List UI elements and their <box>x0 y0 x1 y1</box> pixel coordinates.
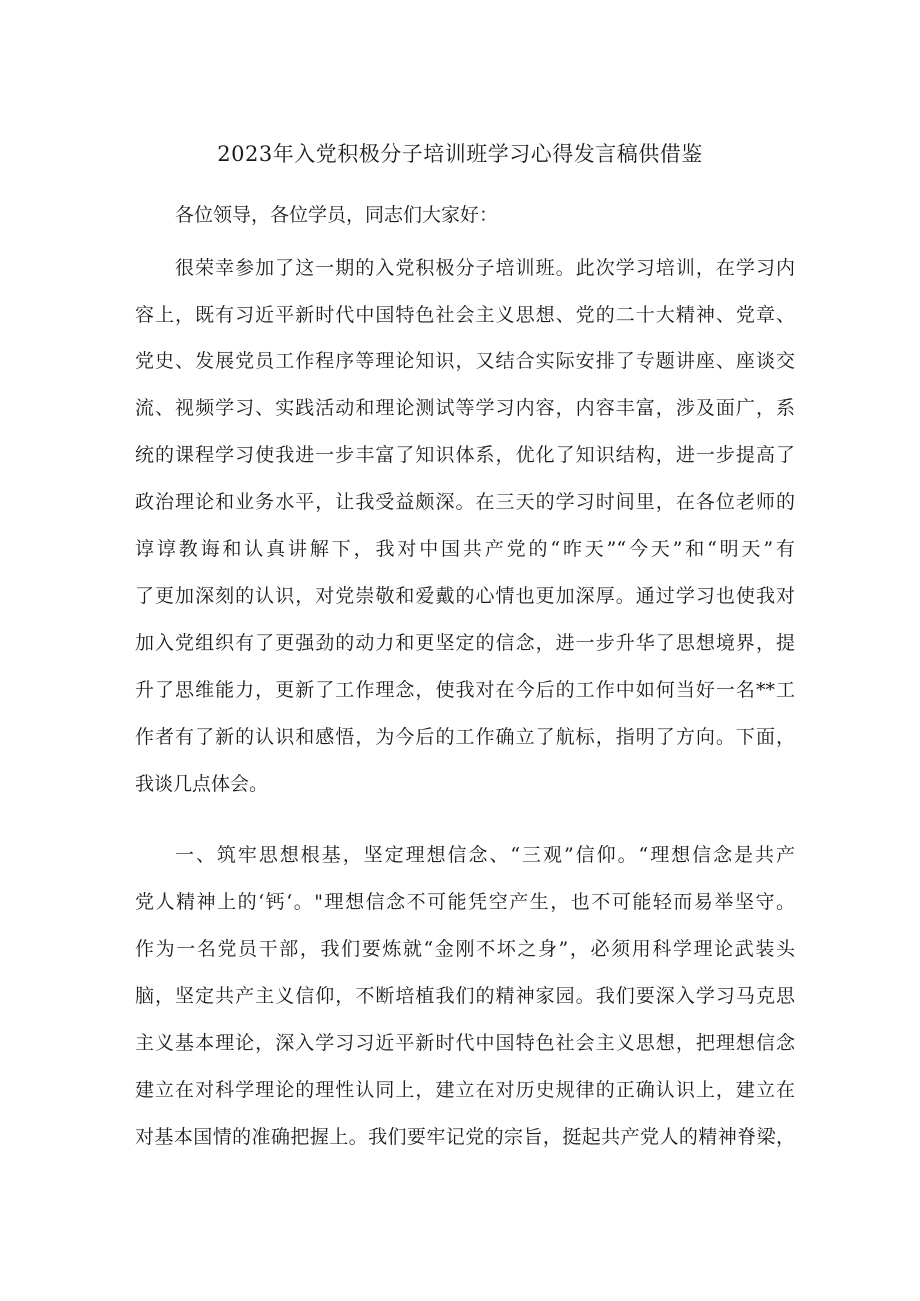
paragraph-line: 建立在对科学理论的理性认同上，建立在对历史规律的正确认识上，建立在 <box>135 1079 795 1101</box>
paragraph-line: 脑，坚定共产主义信仰，不断培植我们的精神家园。我们要深入学习马克思 <box>135 985 795 1007</box>
paragraph-line: 党史、发展党员工作程序等理论知识，又结合实际安排了专题讲座、座谈交 <box>135 350 795 372</box>
paragraph-line: 主义基本理论，深入学习习近平新时代中国特色社会主义思想，把理想信念 <box>135 1032 795 1054</box>
greeting-line: 各位领导，各位学员，同志们大家好： <box>175 204 499 226</box>
paragraph-line: 对基本国情的准确把握上。我们要牢记党的宗旨，挺起共产党人的精神脊梁， <box>135 1126 795 1148</box>
paragraph-line: 统的课程学习使我进一步丰富了知识体系，优化了知识结构，进一步提高了 <box>135 444 795 466</box>
paragraph-line: 作为一名党员干部，我们要炼就“金刚不坏之身”，必须用科学理论武装头 <box>135 938 795 960</box>
paragraph-line: 了更加深刻的认识，对党崇敬和爱戴的心情也更加深厚。通过学习也使我对 <box>135 585 795 607</box>
paragraph-line: 我谈几点体会。 <box>135 773 269 795</box>
paragraph-line: 谆谆教诲和认真讲解下，我对中国共产党的“昨天”“今天”和“明天”有 <box>135 538 795 560</box>
paragraph-line: 很荣幸参加了这一期的入党积极分子培训班。此次学习培训，在学习内 <box>175 257 795 279</box>
paragraph-line: 容上，既有习近平新时代中国特色社会主义思想、党的二十大精神、党章、 <box>135 304 795 326</box>
paragraph-line: 政治理论和业务水平，让我受益颇深。在三天的学习时间里，在各位老师的 <box>135 491 795 513</box>
paragraph-line: 作者有了新的认识和感悟，为今后的工作确立了航标，指明了方向。下面， <box>135 726 795 748</box>
paragraph-line: 党人精神上的‘钙‘。"理想信念不可能凭空产生，也不可能轻而易举坚守。 <box>135 891 795 913</box>
document-title: 2023年入党积极分子培训班学习心得发言稿供借鉴 <box>217 142 703 166</box>
paragraph-line: 一、筑牢思想根基，坚定理想信念、“三观”信仰。“理想信念是共产 <box>175 844 795 866</box>
paragraph-line: 流、视频学习、实践活动和理论测试等学习内容，内容丰富，涉及面广，系 <box>135 397 795 419</box>
paragraph-line: 加入党组织有了更强劲的动力和更坚定的信念，进一步升华了思想境界，提 <box>135 632 795 654</box>
paragraph-line: 升了思维能力，更新了工作理念，使我对在今后的工作中如何当好一名**工 <box>135 679 795 701</box>
